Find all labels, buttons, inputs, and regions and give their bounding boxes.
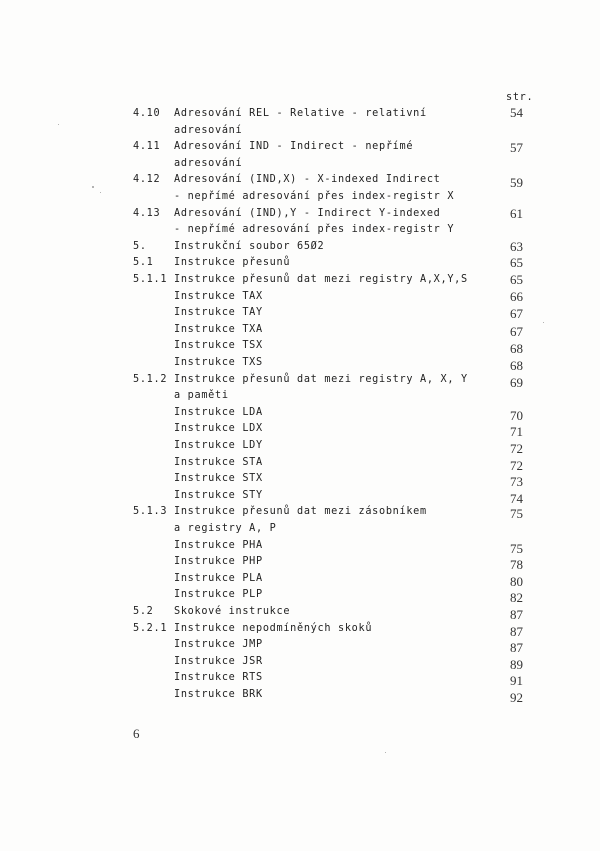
toc-entry — [0, 407, 600, 423]
toc-entry — [0, 523, 600, 539]
toc-entry — [0, 324, 600, 340]
toc-entry-page: 65 — [510, 272, 523, 287]
toc-entry-title: Instrukce RTS — [174, 672, 263, 684]
toc-entry-page: 68 — [510, 358, 523, 373]
toc-entry — [0, 257, 600, 273]
toc-entry-page: 87 — [510, 623, 523, 639]
toc-entry — [0, 307, 600, 323]
footer-page-number: 6 — [133, 726, 140, 741]
toc-entry-title: Instrukce JSR — [174, 655, 263, 667]
toc-entry-title: - nepřímé adresování přes index-registr X — [174, 191, 455, 202]
toc-entry-title: Instrukce nepodmíněných skoků — [174, 622, 373, 634]
toc-entry-title: Instrukce PHP — [174, 556, 263, 568]
toc-entry-title: Instrukce TSX — [174, 340, 263, 352]
toc-entry-title: Instrukce TXS — [174, 357, 263, 368]
toc-entry — [0, 639, 600, 655]
toc-entry-number: 4.10 — [133, 108, 161, 119]
toc-entry-title: - nepřímé adresování přes index-registr Y — [174, 224, 455, 236]
toc-entry — [0, 623, 600, 639]
toc-entry — [0, 506, 600, 522]
toc-entry-title: Instrukce LDA — [174, 406, 263, 418]
toc-entry — [0, 105, 600, 124]
toc-entry-page: 80 — [510, 573, 523, 589]
toc-entry-title: Instrukce STX — [174, 473, 263, 485]
toc-entry-page: 54 — [510, 105, 523, 120]
toc-entry — [0, 205, 600, 224]
toc-entry-number: 5.2.1 — [133, 622, 168, 634]
toc-entry — [0, 390, 600, 406]
toc-entry — [0, 340, 600, 356]
toc-entry-title: a registry A, P — [174, 523, 277, 534]
toc-entry-page: 87 — [510, 640, 523, 656]
toc-entry-title: Instrukce TAX — [174, 290, 263, 302]
toc-entry — [0, 191, 600, 207]
toc-entry-page: 61 — [510, 205, 523, 221]
toc-entry-title: Instrukce PLA — [174, 572, 263, 584]
toc-entry-title: Instrukce LDX — [174, 423, 263, 435]
toc-entry — [0, 141, 600, 157]
toc-entry — [0, 158, 600, 174]
toc-entry-title: Instrukce JMP — [174, 639, 263, 651]
toc-entry-title: Adresování (IND),Y - Indirect Y-indexed — [174, 207, 441, 219]
toc-entry-page: 75 — [510, 540, 523, 556]
toc-entry-number: 5. — [133, 240, 147, 252]
toc-entry-title: Skokové instrukce — [174, 606, 291, 617]
toc-entry — [0, 490, 600, 506]
toc-entry-page: 70 — [510, 407, 523, 423]
toc-entry-page: 63 — [510, 238, 523, 254]
toc-entry-page: 87 — [510, 607, 523, 622]
scan-speck — [58, 124, 59, 125]
toc-entry-page: 91 — [510, 673, 523, 689]
toc-entry-title: adresování — [174, 124, 243, 136]
toc-entry-title: Instrukce přesunů dat mezi registry A,X,Y,S — [174, 274, 468, 285]
toc-entry-number: 5.1.3 — [133, 506, 168, 518]
toc-entry-title: Instrukce PLP — [174, 589, 263, 601]
toc-entry-page: 59 — [510, 175, 523, 191]
scan-speck — [543, 322, 544, 323]
toc-entry — [0, 423, 600, 439]
toc-entry — [0, 672, 600, 688]
toc-entry — [0, 174, 600, 190]
toc-entry — [0, 689, 600, 705]
toc-entry-title: Instrukce TAY — [174, 307, 263, 319]
toc-entry-title: Instrukce TXA — [174, 323, 263, 335]
toc-entry — [0, 473, 600, 489]
toc-entry-title: Instrukce STY — [174, 489, 263, 501]
toc-entry — [0, 656, 600, 672]
toc-entry-title: Instrukce BRK — [174, 689, 263, 700]
toc-entry — [0, 374, 600, 390]
toc-entry-page: 89 — [510, 656, 523, 672]
toc-entry-page: 71 — [510, 424, 523, 440]
toc-entry-page: 67 — [510, 306, 523, 322]
toc-entry-title: Instrukce STA — [174, 456, 263, 468]
toc-entry-page: 67 — [510, 323, 523, 339]
toc-entry — [0, 224, 600, 240]
toc-entry-page: 72 — [510, 441, 523, 456]
toc-entry-page: 78 — [510, 557, 523, 573]
toc-entry-number: 5.1.2 — [133, 373, 168, 385]
toc-entry-number: 5.1.1 — [133, 274, 168, 285]
toc-entry-page: 82 — [510, 590, 523, 606]
toc-entry-page: 69 — [510, 374, 523, 390]
toc-entry-title: Instrukce PHA — [174, 539, 263, 551]
toc-entry-title: adresování — [174, 157, 243, 169]
toc-entry — [0, 606, 600, 622]
toc-entry-page: 73 — [510, 474, 523, 490]
toc-entry — [0, 457, 600, 473]
toc-entry-title: Instrukce přesunů dat mezi zásobníkem — [174, 506, 427, 518]
toc-entry-title: Instrukční soubor 65Ø2 — [174, 240, 325, 252]
toc-entry-number: 4.13 — [133, 207, 161, 219]
toc-entry — [0, 573, 600, 589]
toc-entry-page: 72 — [510, 457, 523, 473]
toc-entry-page: 92 — [510, 690, 523, 705]
toc-entry-number: 5.1 — [133, 257, 154, 269]
toc-entry-title: a paměti — [174, 390, 229, 402]
toc-entry — [0, 274, 600, 290]
toc-entry — [0, 540, 600, 556]
toc-entry-page: 74 — [510, 490, 523, 506]
toc-entry-page: 68 — [510, 341, 523, 357]
toc-entry-title: Instrukce přesunů — [174, 257, 291, 269]
toc-entry — [0, 125, 600, 141]
scan-speck — [92, 186, 94, 188]
toc-entry — [0, 556, 600, 572]
toc-entry-number: 4.12 — [133, 174, 161, 186]
scan-speck — [385, 752, 386, 753]
toc-entry-page: 75 — [510, 506, 523, 522]
toc-entry-title: Adresování (IND,X) - X-indexed Indirect — [174, 174, 441, 186]
toc-entry-title: Adresování REL - Relative - relativní — [174, 108, 427, 119]
toc-entry-page: 66 — [510, 288, 523, 304]
scan-speck — [100, 192, 101, 193]
toc-entry — [0, 238, 600, 257]
toc-entry — [0, 357, 600, 373]
toc-entry-number: 5.2 — [133, 606, 154, 617]
toc-entry — [0, 288, 600, 307]
page-column-label: str. — [506, 92, 534, 103]
toc-entry-number: 4.11 — [133, 141, 161, 153]
toc-entry — [0, 440, 600, 456]
toc-entry-page: 65 — [510, 255, 523, 271]
toc-entry-title: Instrukce LDY — [174, 440, 263, 451]
toc-entry — [0, 589, 600, 605]
toc-entry-title: Adresování IND - Indirect - nepřímé — [174, 141, 414, 153]
toc-entry-title: Instrukce přesunů dat mezi registry A, X, Y — [174, 373, 468, 385]
toc-entry-page: 57 — [510, 140, 523, 156]
